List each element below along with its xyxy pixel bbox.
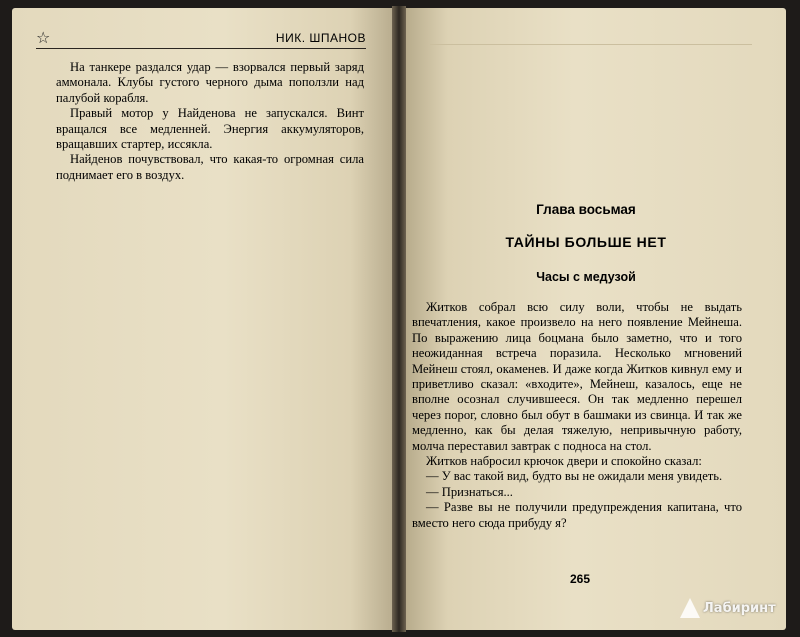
paragraph: — У вас такой вид, будто вы не ожидали меня увидеть. bbox=[426, 469, 723, 484]
watermark bbox=[680, 596, 776, 620]
chapter-title: ТАЙНЫ БОЛЬШЕ НЕТ bbox=[505, 234, 667, 250]
book-gutter bbox=[392, 6, 406, 632]
left-page-text bbox=[56, 60, 364, 183]
paragraph: Правый мотор у Найденова не запускался. Винт вращался все медленней. Энергия аккумуляторов, вращавших стартер, иссякла. bbox=[56, 106, 364, 152]
watermark-text: Лабиринт bbox=[703, 600, 776, 616]
paragraph: — Разве вы не получили предупреждения капитана, что вместо него сюда прибуду я? bbox=[412, 500, 742, 530]
page-number: 265 bbox=[569, 572, 591, 586]
paragraph: На танкере раздался удар — взорвался первый заряд аммонала. Клубы густого черного дыма поползли над палубой корабля. bbox=[56, 60, 364, 105]
author-name: НИК. ШПАНОВ bbox=[275, 31, 366, 45]
right-header-bleedthrough bbox=[430, 30, 752, 45]
paragraph: Найденов почувствовал, что какая-то огромная сила поднимает его в воздух. bbox=[56, 152, 364, 182]
left-running-header bbox=[36, 30, 366, 49]
section-title: Часы с медузой bbox=[536, 270, 636, 284]
chapter-number: Глава восьмая bbox=[536, 202, 636, 217]
paragraph: Житков набросил крючок двери и спокойно сказал: bbox=[426, 454, 702, 469]
paragraph: — Признаться... bbox=[426, 484, 513, 499]
star-icon: ☆ bbox=[36, 28, 51, 47]
labirint-logo-icon bbox=[680, 598, 700, 618]
paragraph: Житков собрал всю силу воли, чтобы не выдать впечатления, какое произвело на него появление Мейнеша. По выражению лица боцмана было заметно, что и того неожиданная встреча поразила. Несколько мгновений Мейнеш стоял, окаменев. И даже когда Житков кивнул ему и приветливо сказал: «входите», Мейнеш, казалось, еще не вполне осознал случившееся. Он так медленно перешел через порог, словно был обут в башмаки из свинца. И так же медленно, как бы делая тяжелую, непривычную работу, молча переставил завтрак с подноса на стол. bbox=[412, 300, 742, 453]
right-page-text bbox=[412, 300, 742, 531]
